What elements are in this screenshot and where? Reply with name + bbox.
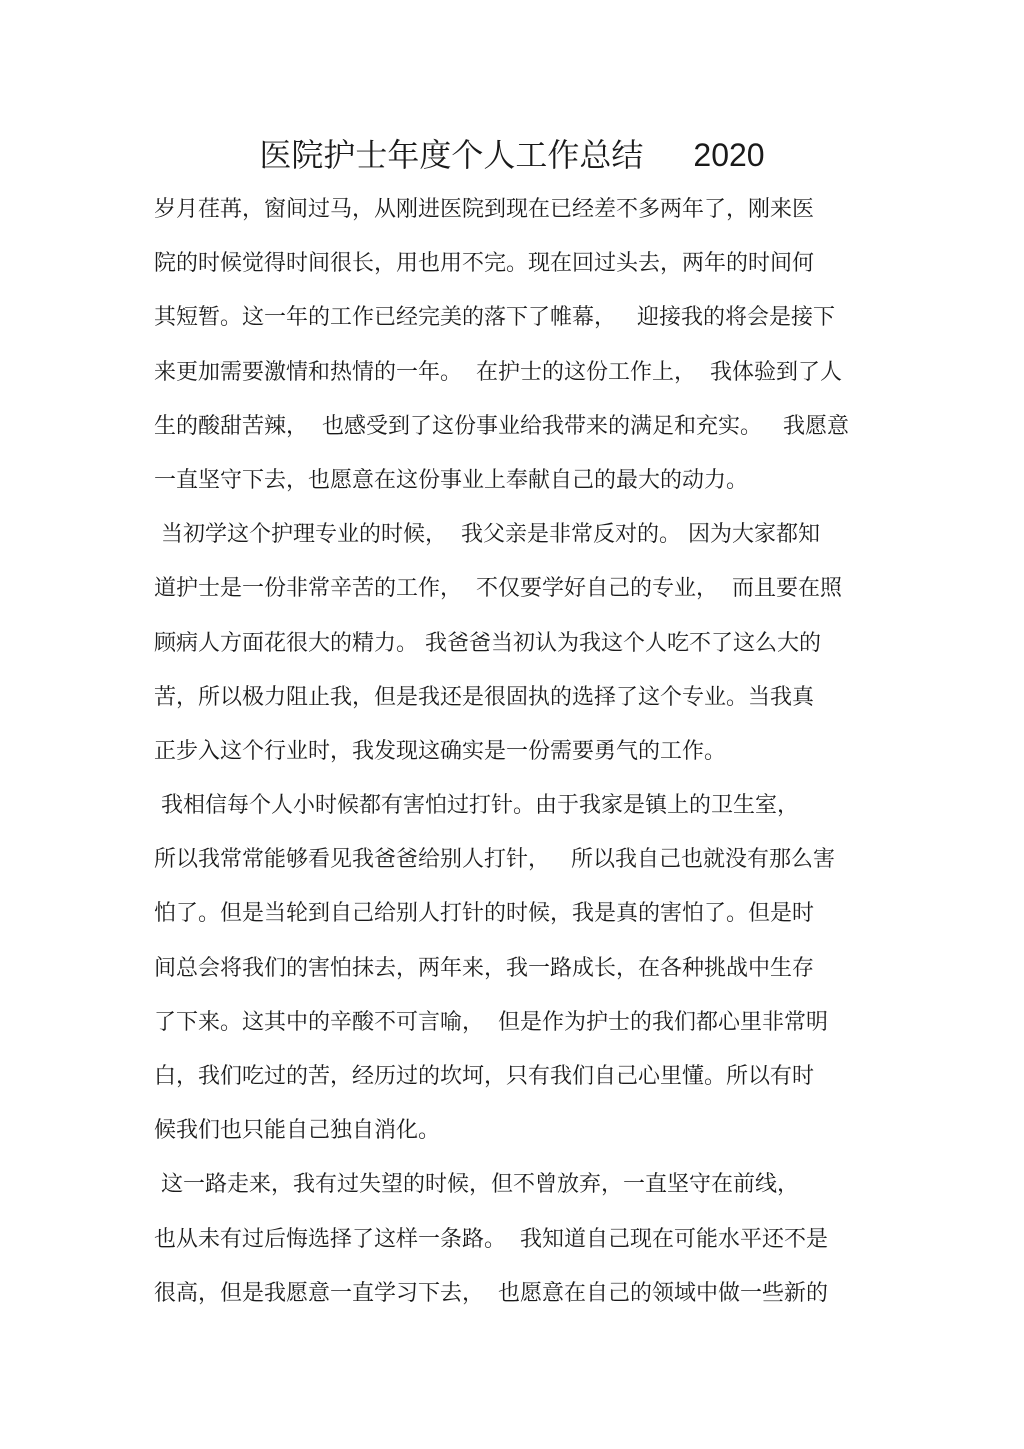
text-line: 了下来。这其中的辛酸不可言喻， 但是作为护士的我们都心里非常明 xyxy=(154,1009,828,1035)
text-line: 候我们也只能自己独自消化。 xyxy=(154,1118,441,1144)
text-line: 怕了。但是当轮到自己给别人打针的时候，我是真的害怕了。但是时 xyxy=(154,901,815,927)
text-line: 道护士是一份非常辛苦的工作， 不仅要学好自己的专业， 而且要在照 xyxy=(154,576,842,602)
text-line: 很高，但是我愿意一直学习下去， 也愿意在自己的领域中做一些新的 xyxy=(154,1280,828,1306)
document-year: 2020 xyxy=(693,137,765,173)
document-body xyxy=(154,188,874,1326)
text-line: 苦，所以极力阻止我，但是我还是很固执的选择了这个专业。当我真 xyxy=(154,684,815,710)
text-line: 当初学这个护理专业的时候， 我父亲是非常反对的。 因为大家都知 xyxy=(154,522,820,548)
text-line: 所以我常常能够看见我爸爸给别人打针， 所以我自己也就没有那么害 xyxy=(154,847,835,873)
text-line: 也从未有过后悔选择了这样一条路。 我知道自己现在可能水平还不是 xyxy=(154,1226,828,1252)
text-line: 来更加需要激情和热情的一年。 在护士的这份工作上， 我体验到了人 xyxy=(154,359,842,385)
document-title: 医院护士年度个人工作总结 xyxy=(259,136,644,174)
text-line: 生的酸甜苦辣， 也感受到了这份事业给我带来的满足和充实。 我愿意 xyxy=(154,413,849,439)
text-line: 其短暂。这一年的工作已经完美的落下了帷幕， 迎接我的将会是接下 xyxy=(154,305,835,331)
text-line: 顾病人方面花很大的精力。 我爸爸当初认为我这个人吃不了这么大的 xyxy=(154,630,821,656)
text-line: 白，我们吃过的苦，经历过的坎坷，只有我们自己心里懂。所以有时 xyxy=(154,1064,815,1089)
text-line: 一直坚守下去，也愿意在这份事业上奉献自己的最大的动力。 xyxy=(154,467,749,493)
text-line: 正步入这个行业时，我发现这确实是一份需要勇气的工作。 xyxy=(154,738,727,764)
text-line: 间总会将我们的害怕抹去，两年来，我一路成长，在各种挑战中生存 xyxy=(154,955,815,981)
text-line: 院的时候觉得时间很长，用也用不完。现在回过头去，两年的时间何 xyxy=(154,251,815,277)
document-title-block xyxy=(0,132,1024,178)
text-line: 岁月荏苒，窗间过马，从刚进医院到现在已经差不多两年了，刚来医 xyxy=(154,197,815,222)
text-line: 这一路走来，我有过失望的时候，但不曾放弃，一直坚守在前线， xyxy=(154,1172,799,1198)
text-line: 我相信每个人小时候都有害怕过打针。由于我家是镇上的卫生室， xyxy=(154,793,799,819)
